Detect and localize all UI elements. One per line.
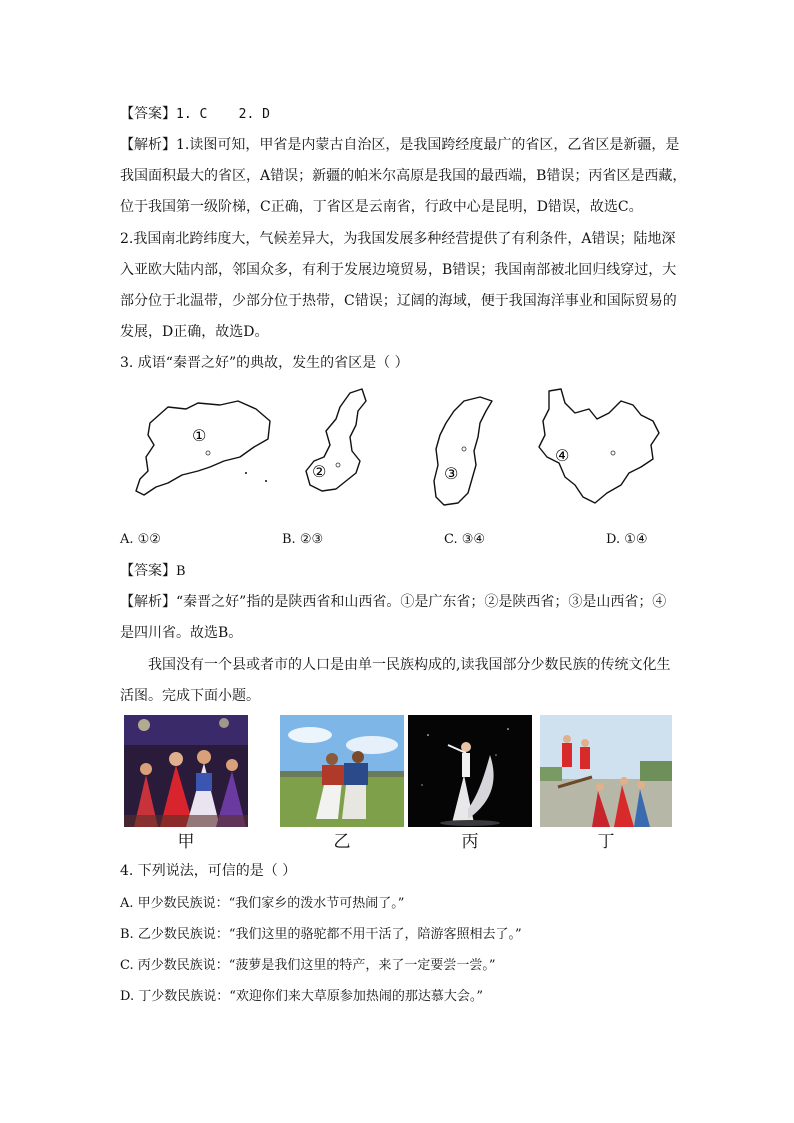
analysis-text: 1.读图可知，甲省是内蒙古自治区，是我国跨经度最广的省区，乙省区是新疆，是 (176, 137, 680, 153)
analysis-line: 部分位于北温带，少部分位于热带，C错误；辽阔的海域，便于我国海洋事业和国际贸易的 (120, 293, 677, 309)
analysis-line: 入亚欧大陆内部，邻国众多，有利于发展边境贸易，B错误；我国南部被北回归线穿过，大 (120, 262, 677, 278)
sichuan-outline-icon (535, 385, 670, 513)
intro-line: 我国没有一个县或者市的人口是由单一民族构成的,读我国部分少数民族的传统文化生 (148, 657, 671, 673)
analysis-line: 2.我国南北跨纬度大，气候差异大，为我国发展多种经营提供了有利条件，A错误；陆地深 (120, 231, 676, 247)
answer-line-1 (120, 104, 270, 125)
province-maps (120, 385, 680, 515)
option-b: B. ②③ (282, 532, 324, 547)
option-b: B. 乙少数民族说：“我们这里的骆驼都不用干活了，陪游客照相去了。” (120, 927, 522, 942)
photo-yi (280, 715, 404, 827)
photo-bing (408, 715, 532, 827)
analysis-text: “秦晋之好”指的是陕西省和山西省。①是广东省；②是陕西省；③是山西省；④ (176, 594, 667, 610)
answer-line-3 (120, 561, 186, 582)
analysis-label: 【解析】 (120, 594, 176, 610)
shanxi-outline-icon (428, 393, 498, 511)
photo-caption: 丙 (461, 832, 479, 852)
answer-text: 1. C 2. D (176, 107, 270, 122)
option-d: D. 丁少数民族说：“欢迎你们来大草原参加热闹的那达慕大会。” (120, 989, 484, 1004)
answer-text: B (176, 564, 186, 579)
question-3-stem: 3. 成语“秦晋之好”的典故，发生的省区是（ ） (120, 355, 409, 371)
analysis-line: 我国面积最大的省区，A错误；新疆的帕米尔高原是我国的最西端，B错误；丙省区是西藏， (120, 168, 687, 184)
swing-photo-icon (540, 715, 672, 827)
culture-photos (124, 715, 672, 855)
map-label: ④ (555, 446, 570, 465)
photo-ding (540, 715, 672, 827)
map-label: ② (312, 462, 327, 481)
province-map-1 (128, 395, 278, 507)
peacock-dance-photo-icon (408, 715, 532, 827)
option-d: D. ①④ (606, 532, 648, 547)
dance-photo-icon (124, 715, 248, 827)
answer-label: 【答案】 (120, 106, 176, 122)
province-map-2 (300, 385, 375, 497)
analysis-line (120, 592, 666, 612)
option-a: A. 甲少数民族说：“我们家乡的泼水节可热闹了。” (120, 896, 405, 911)
wrestling-photo-icon (280, 715, 404, 827)
analysis-line (120, 135, 679, 155)
map-label: ① (192, 426, 207, 445)
shaanxi-outline-icon (300, 385, 375, 497)
intro-line: 活图。完成下面小题。 (120, 688, 260, 704)
option-c: C. 丙少数民族说：“菠萝是我们这里的特产，来了一定要尝一尝。” (120, 958, 496, 973)
photo-caption: 乙 (333, 832, 351, 852)
guangdong-outline-icon (128, 395, 278, 507)
question-4-stem: 4. 下列说法，可信的是（ ） (120, 863, 297, 879)
analysis-line: 是四川省。故选B。 (120, 625, 243, 641)
map-label: ③ (444, 464, 459, 483)
province-map-3 (428, 393, 498, 511)
analysis-line: 位于我国第一级阶梯，C正确，丁省区是云南省，行政中心是昆明，D错误，故选C。 (120, 199, 643, 215)
analysis-label: 【解析】 (120, 137, 176, 153)
analysis-line: 发展，D正确，故选D。 (120, 324, 269, 340)
answer-label: 【答案】 (120, 563, 176, 579)
photo-jia (124, 715, 248, 827)
photo-caption: 丁 (597, 832, 615, 852)
photo-caption: 甲 (177, 832, 195, 852)
option-c: C. ③④ (444, 532, 486, 547)
option-a: A. ①② (120, 532, 161, 547)
province-map-4 (535, 385, 670, 513)
